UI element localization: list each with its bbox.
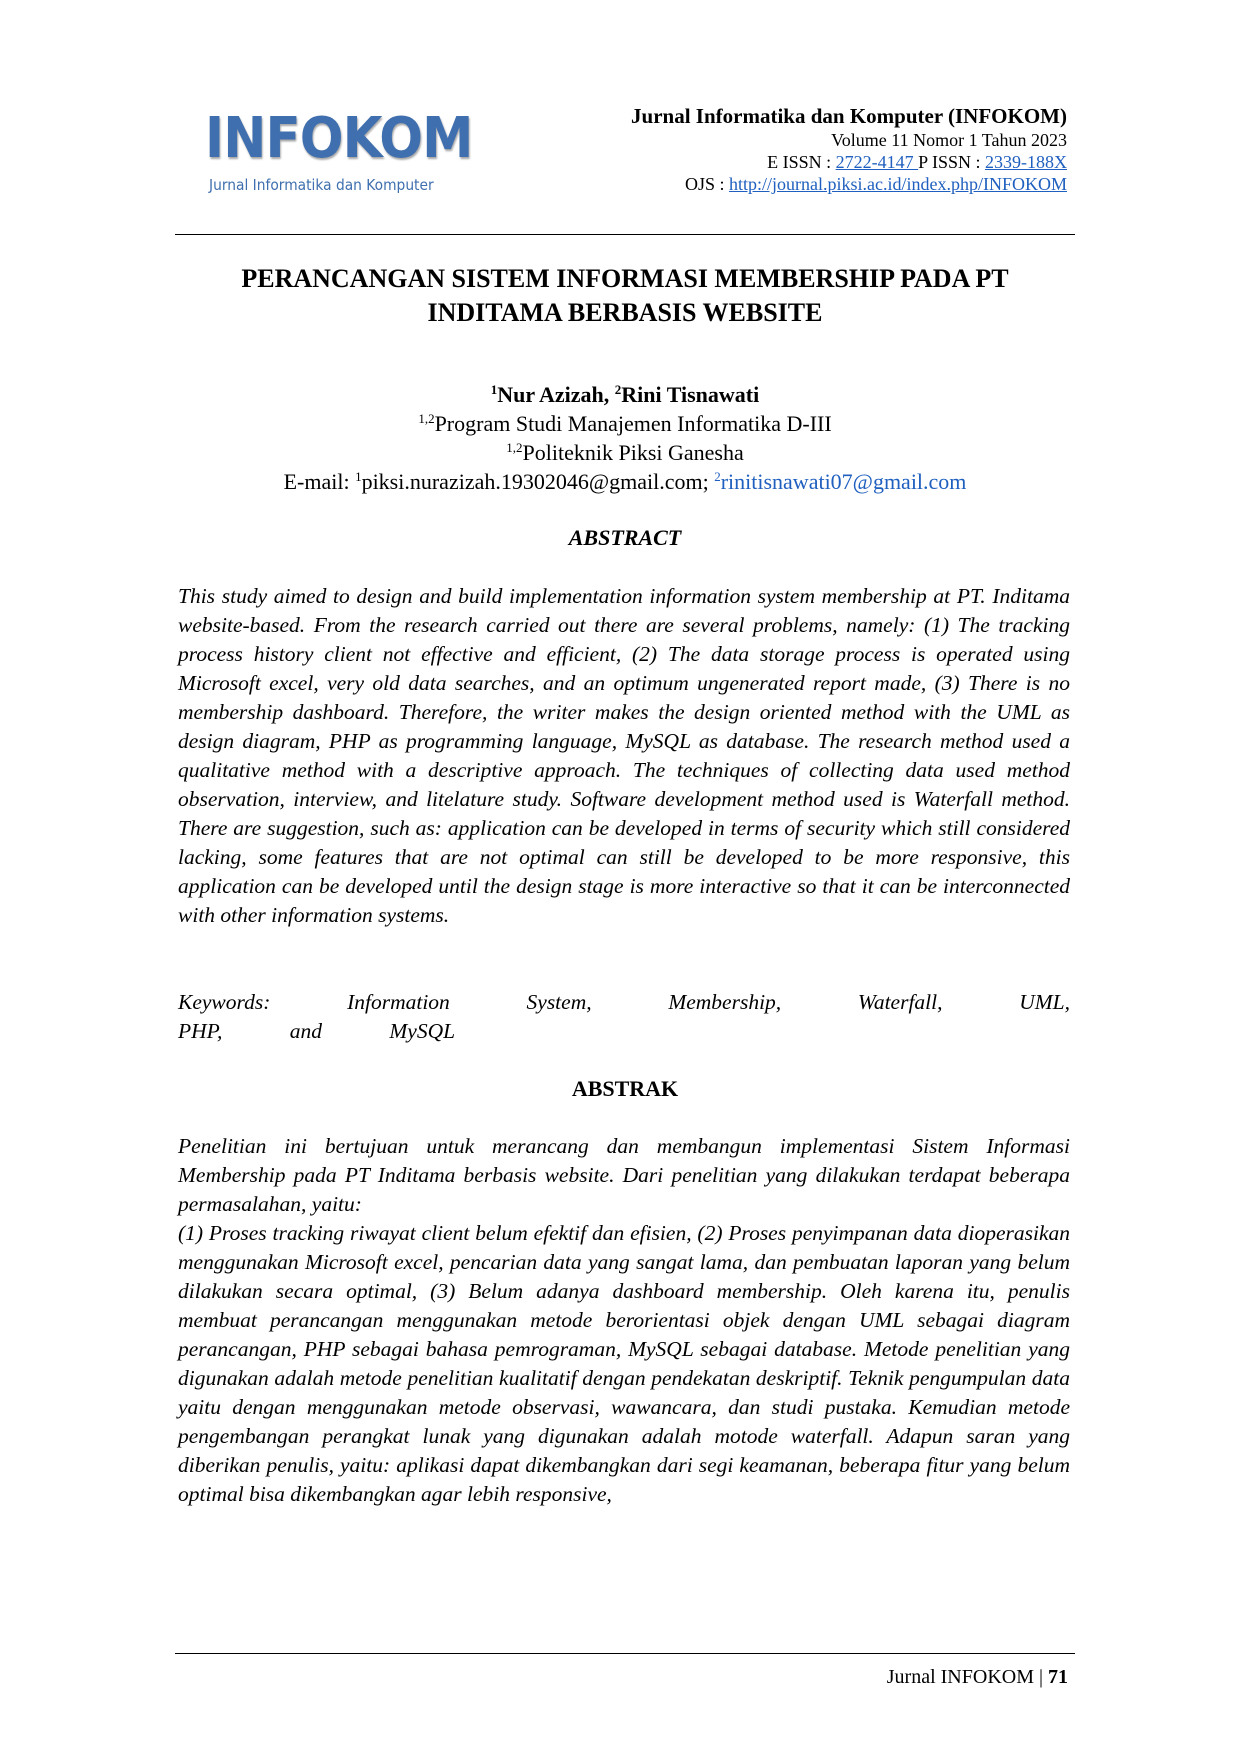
- journal-ojs: [631, 173, 1067, 195]
- abstract-id-text: [178, 1132, 1070, 1509]
- affil2-sup: 1,2: [506, 440, 523, 455]
- journal-header: [175, 100, 1067, 230]
- journal-logo: [205, 106, 473, 198]
- logo-wordmark: INFOKOM: [205, 106, 473, 171]
- logo-subtitle: Jurnal Informatika dan Komputer: [209, 176, 434, 194]
- keywords-text: Keywords: Information System, Membership, Waterfall, UML, PHP, and MySQL: [178, 990, 1070, 1043]
- author-block: [175, 380, 1075, 496]
- author-emails: [175, 467, 1075, 496]
- journal-issn: [631, 151, 1067, 173]
- email2-link[interactable]: [714, 469, 966, 494]
- pissn-link[interactable]: 2339-188X: [985, 152, 1067, 172]
- affil2-text: Politeknik Piksi Ganesha: [522, 440, 744, 465]
- page-footer: [887, 1664, 1068, 1690]
- author2-sup: 2: [614, 382, 622, 397]
- author2-name: Rini Tisnawati: [621, 382, 760, 407]
- affil1-text: Program Studi Manajemen Informatika D-III: [434, 411, 832, 436]
- pissn-label: P ISSN :: [918, 152, 985, 172]
- author-names: [175, 380, 1075, 409]
- footer-divider: [175, 1653, 1075, 1654]
- email2-sup: 2: [714, 469, 721, 484]
- author1-name: Nur Azizah,: [497, 382, 615, 407]
- abstract-en-text: This study aimed to design and build implementation information system membership at PT. Inditama website-based. From the research carried out there are several problems, namely: (1) The tracking process history client not effective and efficient, (2) The data storage process is operated using Microsoft excel, very old data searches, and an optimum ungenerated report made, (3) There is no membership dashboard. Therefore, the writer makes the design oriented method with the UML as design diagram, PHP as programming language, MySQL as database. The research method used a qualitative method with a descriptive approach. The techniques of collecting data used method observation, interview, and litelature study. Software development method used is Waterfall method. There are suggestion, such as: application can be developed in terms of security which still considered lacking, some features that are not optimal can still be developed to be more responsive, this application can be developed until the design stage is more interactive so that it can be interconnected with other information systems.: [178, 584, 1070, 927]
- keywords: [178, 988, 1070, 1046]
- eissn-link[interactable]: 2722-4147: [835, 152, 919, 172]
- email1-text[interactable]: piksi.nurazizah.19302046@gmail.com;: [361, 469, 715, 494]
- email1-sup: 1: [355, 469, 362, 484]
- ojs-label: OJS :: [685, 174, 730, 194]
- abstract-id-para-2: (1) Proses tracking riwayat client belum efektif dan efisien, (2) Proses penyimpanan data dioperasikan menggunakan Microsoft excel, pencarian data yang sangat lama, dan pembuatan laporan yang belum dilakukan secara optimal, (3) Belum adanya dashboard membership. Oleh karena itu, penulis membuat perancangan menggunakan metode berorientasi objek dengan UML sebagai diagram perancangan, PHP sebagai bahasa pemrograman, MySQL sebagai database. Metode penelitian yang digunakan adalah metode penelitian kualitatif dengan pendekatan deskriptif. Teknik pengumpulan data yaitu dengan menggunakan metode observasi, wawancara, dan studi pustaka. Kemudian metode pengembangan perangkat lunak yang digunakan adalah motode waterfall. Adapun saran yang diberikan penulis, yaitu: aplikasi dapat dikembangkan dari segi keamanan, beberapa fitur yang belum optimal bisa dikembangkan agar lebih responsive,: [178, 1221, 1070, 1506]
- email-label: E-mail:: [283, 469, 356, 494]
- affiliation-2: [175, 438, 1075, 467]
- abstract-heading: ABSTRACT: [568, 525, 682, 550]
- ojs-link[interactable]: http://journal.piksi.ac.id/index.php/INFOKOM: [729, 174, 1067, 194]
- footer-journal: Jurnal INFOKOM |: [886, 1666, 1048, 1688]
- page-number: 71: [1048, 1666, 1068, 1688]
- eissn-label: E ISSN :: [767, 152, 836, 172]
- journal-volume: Volume 11 Nomor 1 Tahun 2023: [831, 130, 1067, 150]
- title-line-2: INDITAMA BERBASIS WEBSITE: [427, 298, 823, 327]
- author1-sup: 1: [490, 382, 498, 397]
- affil1-sup: 1,2: [418, 411, 435, 426]
- abstract-id-para-1: Penelitian ini bertujuan untuk merancang dan membangun implementasi Sistem Informasi Membership pada PT Inditama berbasis website. Dari penelitian yang dilakukan terdapat beberapa permasalahan, yaitu:: [178, 1134, 1070, 1216]
- abstrak-heading: ABSTRAK: [571, 1076, 679, 1101]
- journal-info: [631, 103, 1067, 195]
- header-divider: [175, 234, 1075, 235]
- paper-title: [175, 262, 1075, 330]
- title-line-1: PERANCANGAN SISTEM INFORMASI MEMBERSHIP PADA PT: [241, 264, 1009, 293]
- email2-text: rinitisnawati07@gmail.com: [720, 469, 967, 494]
- journal-name: Jurnal Informatika dan Komputer (INFOKOM): [631, 104, 1067, 128]
- affiliation-1: [175, 409, 1075, 438]
